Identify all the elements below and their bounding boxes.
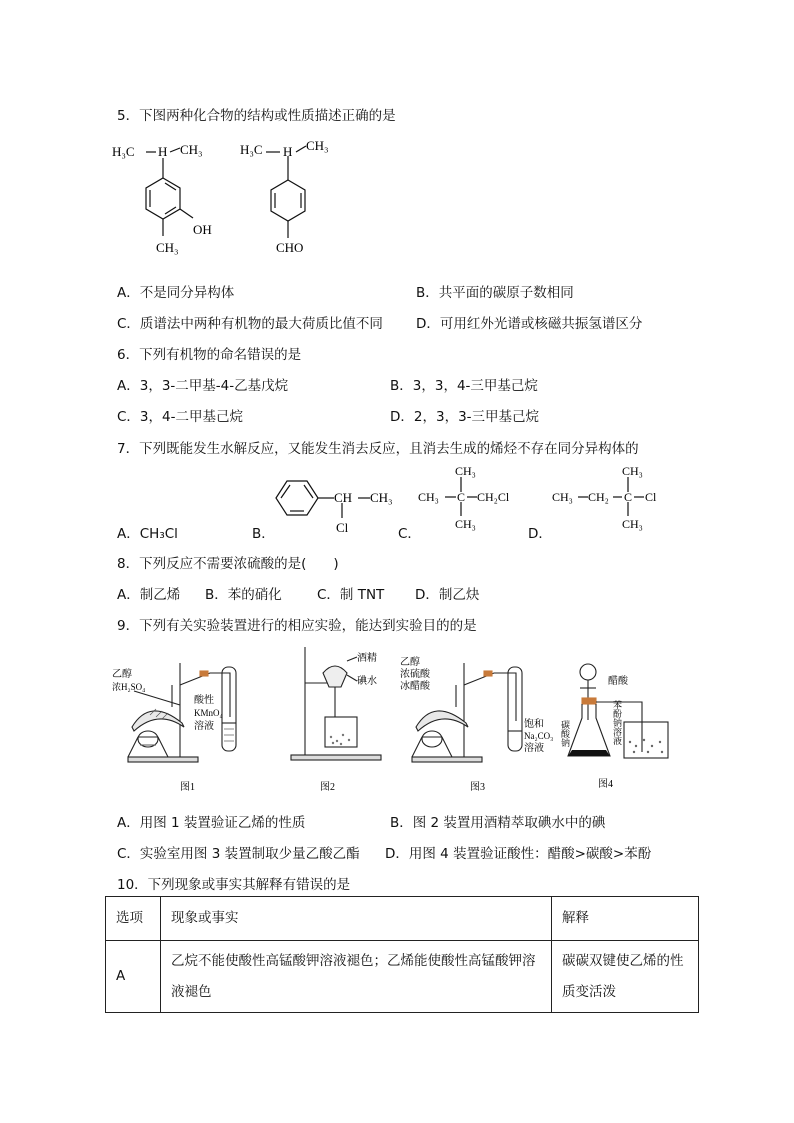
- q5-option-c: C．质谱法中两种有机物的最大荷质比值不同: [117, 316, 383, 332]
- q9-option-a: A．用图 1 装置验证乙烯的性质: [117, 815, 306, 831]
- q8-option-a: A．制乙烯: [117, 587, 181, 603]
- fig3-caption: 图3: [470, 782, 485, 793]
- row-fact: [161, 941, 552, 1013]
- q8-option-d: D．制乙炔: [415, 587, 480, 603]
- q9-figure-2: [285, 645, 395, 795]
- q7-option-a: A．CH₃Cl: [117, 526, 178, 542]
- d-cl: Cl: [645, 490, 657, 504]
- d-top: CH₃: [622, 464, 643, 478]
- q9-figure-3: [398, 645, 558, 795]
- row-explanation: [552, 941, 699, 1013]
- q9-figure-4: [562, 660, 682, 795]
- mol1-ch3: CH₃: [180, 142, 203, 157]
- fig1-label-acidic: 酸性: [194, 695, 214, 706]
- fig1-label-ethanol: 乙醇: [112, 669, 132, 680]
- fig4-label-carbonate: 碳酸钠: [560, 720, 570, 747]
- fig1-caption: 图1: [180, 782, 195, 793]
- q5-option-a: A．不是同分异构体: [117, 285, 235, 301]
- q7-option-b: B．: [252, 526, 275, 542]
- fig1-label-solution: 溶液: [194, 721, 214, 732]
- q10-stem: 10．下列现象或事实其解释有错误的是: [117, 877, 351, 893]
- row-exp-line-2: 质变活泼: [562, 983, 616, 1000]
- q9-option-c: C．实验室用图 3 装置制取少量乙酸乙酯: [117, 846, 360, 862]
- d-ch2: CH₂: [588, 490, 609, 504]
- q9-stem: 9．下列有关实验装置进行的相应实验，能达到实验目的的是: [117, 618, 477, 634]
- fig3-label-ethanol: 乙醇: [400, 657, 420, 668]
- fig1-label-kmno4: KMnO₄: [194, 708, 223, 718]
- q9-figure-1: [110, 645, 260, 795]
- q6-stem: 6．下列有机物的命名错误的是: [117, 347, 302, 363]
- c-top: CH₃: [455, 464, 476, 478]
- fig3-label-saturated: 饱和: [524, 719, 544, 730]
- d-left: CH₃: [552, 490, 573, 504]
- fig2-caption: 图2: [320, 782, 335, 793]
- q6-option-c: C．3，4-二甲基己烷: [117, 409, 243, 425]
- q5-stem: 5．下图两种化合物的结构或性质描述正确的是: [117, 108, 396, 124]
- mol1-h3c: H₃C: [112, 144, 135, 159]
- q7-structure-c: [416, 463, 526, 531]
- q9-option-d: D．用图 4 装置验证酸性：醋酸>碳酸>苯酚: [385, 846, 652, 862]
- fig2-label-alcohol: 酒精: [357, 653, 377, 664]
- c-right: CH₂Cl: [477, 490, 510, 504]
- c-left: CH₃: [418, 490, 439, 504]
- mol1-ch3-bottom: CH₃: [156, 240, 179, 255]
- fig3-label-acetic: 冰醋酸: [400, 681, 430, 692]
- fig4-label-acetic: 醋酸: [608, 676, 628, 687]
- header-explanation: 解释: [552, 897, 699, 941]
- c-bottom: CH₃: [455, 517, 476, 531]
- q5-option-d: D．可用红外光谱或核磁共振氢谱区分: [416, 316, 643, 332]
- q6-option-d: D．2，3，3-三甲基己烷: [390, 409, 540, 425]
- q10-table: [105, 896, 699, 1013]
- b-ch3: CH₃: [370, 490, 393, 505]
- q7-structure-d: [550, 463, 680, 531]
- mol2-h3c: H₃C: [240, 142, 263, 157]
- mol1-h: H: [158, 144, 168, 159]
- fig3-label-h2so4: 浓硫酸: [400, 669, 430, 680]
- q7-stem: 7．下列既能发生水解反应，又能发生消去反应，且消去生成的烯烃不存在同分异构体的: [117, 441, 639, 457]
- q8-option-b: B．苯的硝化: [205, 587, 282, 603]
- q7-option-c: C．: [398, 526, 421, 542]
- row-exp-line-1: 碳碳双键使乙烯的性: [562, 952, 684, 969]
- fig1-label-h2so4: 浓H₂SO₄: [112, 682, 146, 692]
- c-center: C: [457, 490, 466, 504]
- q7-option-d: D．: [528, 526, 552, 542]
- d-bottom: CH₃: [622, 517, 643, 531]
- row-option: A: [106, 941, 161, 1013]
- header-fact: 现象或事实: [161, 897, 552, 941]
- mol1-oh: OH: [193, 222, 212, 237]
- mol2-h: H: [283, 144, 293, 159]
- d-center: C: [624, 490, 633, 504]
- mol2-ch3: CH₃: [306, 138, 329, 153]
- q5-option-b: B．共平面的碳原子数相同: [416, 285, 574, 301]
- table-header-row: [106, 897, 699, 941]
- header-option: 选项: [106, 897, 161, 941]
- fig3-label-na2co3: Na₂CO₃: [524, 731, 554, 741]
- fig4-label-phenoxide: 苯酚钠溶液: [612, 700, 622, 745]
- q5-molecule-1: [110, 132, 230, 267]
- q6-option-b: B．3，3，4-三甲基己烷: [390, 378, 538, 394]
- table-row: [106, 941, 699, 1013]
- fig2-label-iodine: 碘水: [357, 676, 377, 687]
- q9-option-b: B．图 2 装置用酒精萃取碘水中的碘: [390, 815, 606, 831]
- q7-structure-b: [270, 470, 400, 535]
- fig3-label-solution: 溶液: [524, 743, 544, 754]
- q5-molecule-2: [236, 132, 346, 262]
- q6-option-a: A．3，3-二甲基-4-乙基戊烷: [117, 378, 289, 394]
- row-fact-line-2: 液褪色: [171, 983, 212, 1000]
- mol2-cho: CHO: [276, 240, 304, 255]
- b-ch: CH: [334, 490, 353, 505]
- row-fact-line-1: 乙烷不能使酸性高锰酸钾溶液褪色；乙烯能使酸性高锰酸钾溶: [171, 952, 536, 969]
- q8-stem: 8．下列反应不需要浓硫酸的是( ): [117, 556, 339, 572]
- b-cl: Cl: [336, 520, 349, 535]
- q8-option-c: C．制 TNT: [317, 587, 385, 603]
- fig4-caption: 图4: [598, 779, 613, 790]
